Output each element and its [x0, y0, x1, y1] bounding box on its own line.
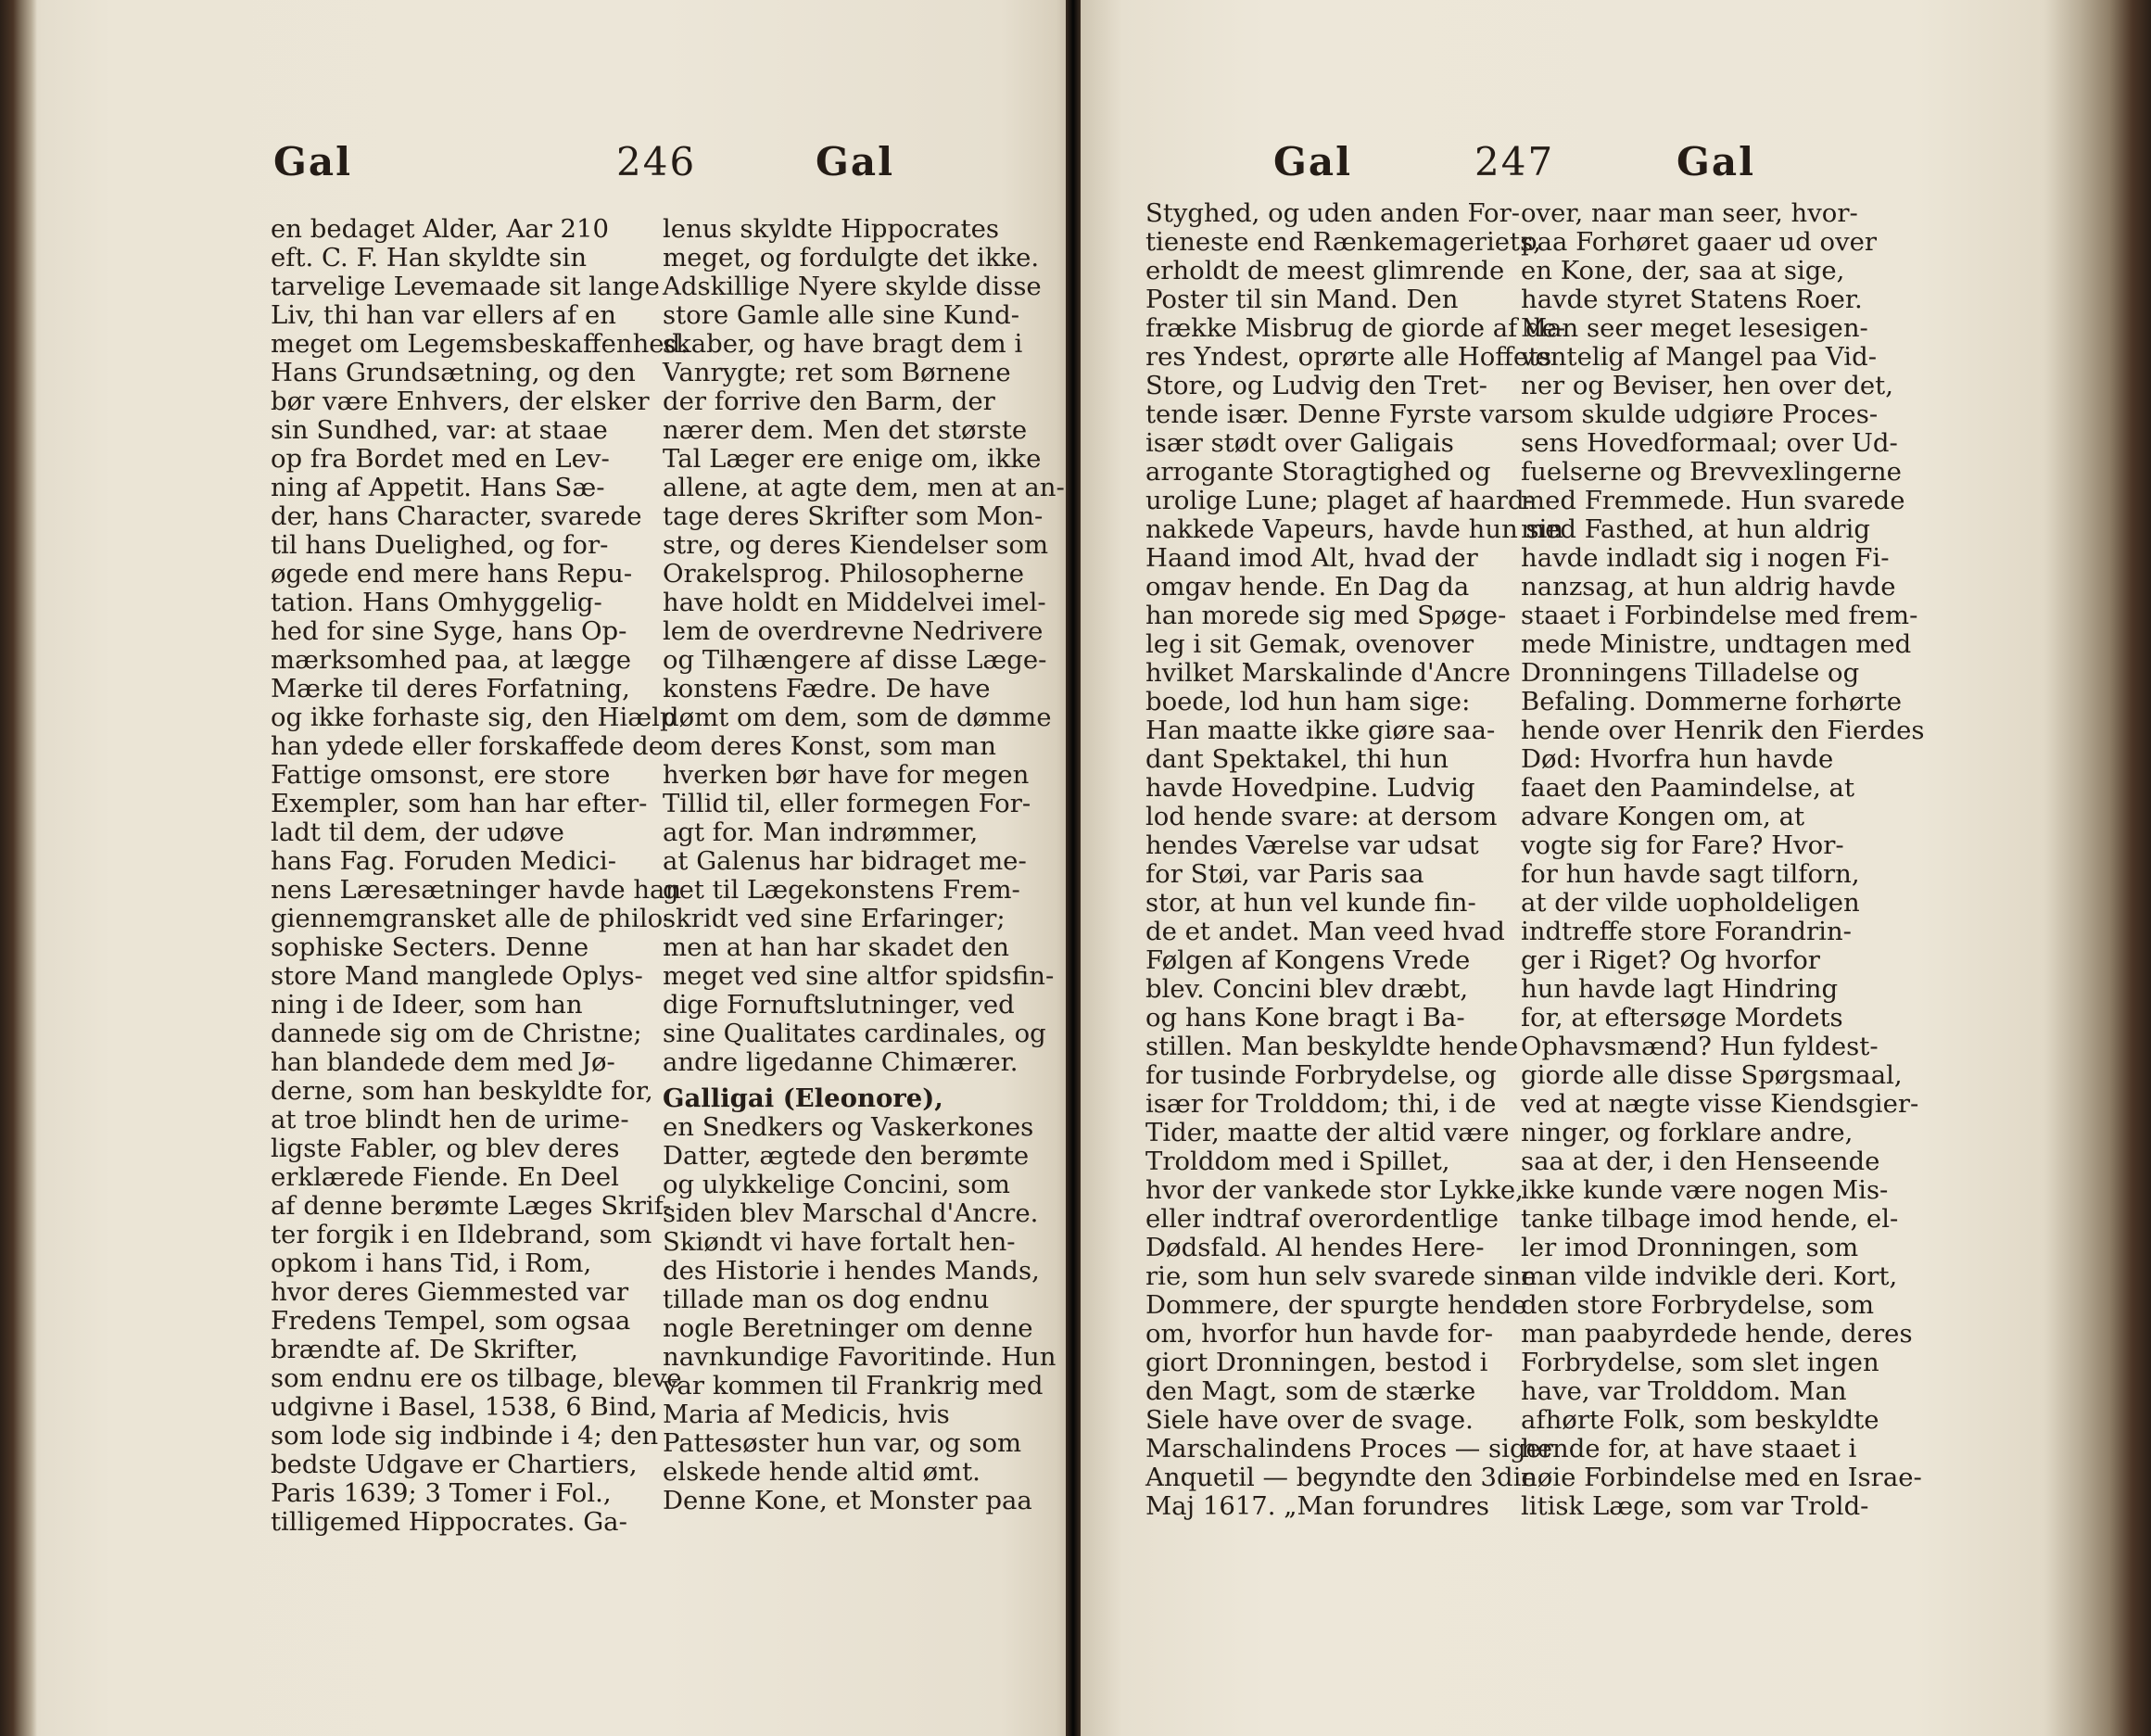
- text-line: Exempler, som han har efter-: [271, 789, 648, 818]
- text-line: Død: Hvorfra hun havde: [1521, 744, 1834, 774]
- left-page-column-1: [271, 215, 689, 1537]
- text-line: vogte sig for Fare? Hvor-: [1521, 830, 1844, 860]
- right-page-column-1: [1145, 199, 1565, 1521]
- text-line: havde indladt sig i nogen Fi-: [1521, 543, 1890, 573]
- text-line: og ikke forhaste sig, den Hiælp: [271, 703, 677, 732]
- text-line: mede Ministre, undtagen med: [1521, 629, 1912, 659]
- text-line: han ydede eller forskaffede de: [271, 731, 664, 761]
- text-line: ner og Beviser, hen over det,: [1521, 371, 1893, 400]
- text-line: ved at nægte visse Kiendsgier-: [1521, 1089, 1919, 1119]
- text-line: afhørte Folk, som beskyldte: [1521, 1405, 1879, 1435]
- right-header-word-right: Gal: [1677, 139, 1756, 184]
- text-line: get til Lægekonstens Frem-: [663, 875, 1020, 905]
- text-line: Poster til sin Mand. Den: [1145, 285, 1459, 314]
- text-line: stor, at hun vel kunde fin-: [1145, 888, 1476, 918]
- text-line: giennemgransket alle de philo-: [271, 904, 672, 933]
- text-line: at der vilde uopholdeligen: [1521, 888, 1860, 918]
- text-line: at Galenus har bidraget me-: [663, 846, 1027, 876]
- text-line: hans Fag. Foruden Medici-: [271, 846, 617, 876]
- text-line: allene, at agte dem, men at an-: [663, 473, 1065, 502]
- text-line: dannede sig om de Christne;: [271, 1019, 642, 1048]
- text-line: nanzsag, at hun aldrig havde: [1521, 572, 1896, 602]
- text-line: rie, som hun selv svarede sine: [1145, 1261, 1537, 1291]
- text-line: men at han har skadet den: [663, 932, 1009, 962]
- text-line: Dronningens Tilladelse og: [1521, 658, 1860, 688]
- text-line: for, at eftersøge Mordets: [1521, 1003, 1843, 1033]
- book-gutter: [1066, 0, 1081, 1736]
- text-line: advare Kongen om, at: [1521, 802, 1805, 831]
- text-line: tieneste end Rænkemageriets,: [1145, 227, 1541, 257]
- text-line: tation. Hans Omhyggelig-: [271, 588, 602, 617]
- text-line: dant Spektakel, thi hun: [1145, 744, 1449, 774]
- text-line: saa at der, i den Henseende: [1521, 1147, 1880, 1176]
- text-line: var kommen til Frankrig med: [663, 1371, 1044, 1400]
- text-line: litisk Læge, som var Trold-: [1521, 1491, 1869, 1521]
- text-line: paa Forhøret gaaer ud over: [1521, 227, 1878, 257]
- text-line: en Snedkers og Vaskerkones: [663, 1112, 1034, 1142]
- text-line: Befaling. Dommerne forhørte: [1521, 687, 1902, 716]
- text-line: Anquetil — begyndte den 3die: [1145, 1463, 1537, 1492]
- text-line: Tillid til, eller formegen For-: [663, 789, 1031, 818]
- text-line: Adskillige Nyere skylde disse: [663, 272, 1042, 301]
- text-line: øgede end mere hans Repu-: [271, 559, 633, 589]
- text-line: nens Læresætninger havde han: [271, 875, 682, 905]
- text-line: Man seer meget lesesigen-: [1521, 313, 1868, 343]
- text-line: ikke kunde være nogen Mis-: [1521, 1175, 1889, 1205]
- text-line: Følgen af Kongens Vrede: [1145, 945, 1471, 975]
- text-line: navnkundige Favoritinde. Hun: [663, 1342, 1057, 1372]
- text-line: der, hans Character, svarede: [271, 501, 642, 531]
- left-page: [0, 0, 1066, 1736]
- text-line: erholdt de meest glimrende: [1145, 256, 1505, 285]
- text-line: Galligai (Eleonore),: [663, 1083, 943, 1113]
- text-line: des Historie i hendes Mands,: [663, 1256, 1040, 1286]
- text-line: Orakelsprog. Philosopherne: [663, 559, 1025, 589]
- text-line: Datter, ægtede den berømte: [663, 1141, 1030, 1171]
- text-line: derne, som han beskyldte for,: [271, 1076, 653, 1106]
- text-line: som endnu ere os tilbage, bleve: [271, 1363, 682, 1393]
- text-line: Dommere, der spurgte hende: [1145, 1290, 1527, 1320]
- text-line: for hun havde sagt tilforn,: [1521, 859, 1860, 889]
- text-line: Tal Læger ere enige om, ikke: [663, 444, 1042, 474]
- text-line: tillade man os dog endnu: [663, 1285, 990, 1314]
- text-line: hvor deres Giemmested var: [271, 1277, 629, 1307]
- text-line: skaber, og have bragt dem i: [663, 329, 1023, 359]
- text-line: bør være Enhvers, der elsker: [271, 386, 650, 416]
- text-line: hun havde lagt Hindring: [1521, 974, 1839, 1004]
- text-line: især stødt over Galigais: [1145, 428, 1454, 458]
- text-line: en bedaget Alder, Aar 210: [271, 214, 610, 244]
- text-line: nogle Beretninger om denne: [663, 1313, 1033, 1343]
- text-line: Skiøndt vi have fortalt hen-: [663, 1227, 1016, 1257]
- text-line: ninger, og forklare andre,: [1521, 1118, 1854, 1147]
- text-line: konstens Fædre. De have: [663, 674, 991, 703]
- text-line: sine Qualitates cardinales, og: [663, 1019, 1046, 1048]
- text-line: andre ligedanne Chimærer.: [663, 1047, 1019, 1077]
- text-line: hvilket Marskalinde d'Ancre: [1145, 658, 1511, 688]
- text-line: agt for. Man indrømmer,: [663, 817, 979, 847]
- text-line: indtreffe store Forandrin-: [1521, 917, 1852, 946]
- text-line: meget om Legemsbeskaffenhed.: [271, 329, 689, 359]
- text-line: om, hvorfor hun havde for-: [1145, 1319, 1493, 1349]
- text-line: af denne berømte Læges Skrif-: [271, 1191, 672, 1221]
- left-page-number: 246: [616, 139, 697, 184]
- text-line: Pattesøster hun var, og som: [663, 1428, 1022, 1458]
- text-line: der forrive den Barm, der: [663, 386, 995, 416]
- text-line: sophiske Secters. Denne: [271, 932, 589, 962]
- text-line: for tusinde Forbrydelse, og: [1145, 1060, 1497, 1090]
- text-line: Forbrydelse, som slet ingen: [1521, 1348, 1879, 1377]
- text-line: dømt om dem, som de dømme: [663, 703, 1052, 732]
- text-line: Maj 1617. „Man forundres: [1145, 1491, 1489, 1521]
- text-line: Dødsfald. Al hendes Here-: [1145, 1233, 1485, 1262]
- text-line: som lode sig indbinde i 4; den: [271, 1421, 659, 1451]
- right-page-column-2: [1521, 199, 1925, 1521]
- text-line: som skulde udgiøre Proces-: [1521, 399, 1879, 429]
- text-line: og Tilhængere af disse Læge-: [663, 645, 1047, 675]
- text-line: fuelserne og Brevvexlingerne: [1521, 457, 1902, 487]
- text-line: især for Trolddom; thi, i de: [1145, 1089, 1497, 1119]
- text-line: Hans Grundsætning, og den: [271, 358, 636, 387]
- text-line: Denne Kone, et Monster paa: [663, 1486, 1032, 1515]
- text-line: hed for sine Syge, hans Op-: [271, 616, 627, 646]
- text-line: skridt ved sine Erfaringer;: [663, 904, 1006, 933]
- text-line: bedste Udgave er Chartiers,: [271, 1450, 638, 1479]
- text-line: siden blev Marschal d'Ancre.: [663, 1198, 1039, 1228]
- text-line: meget, og fordulgte det ikke.: [663, 243, 1040, 272]
- text-line: den Magt, som de stærke: [1145, 1376, 1476, 1406]
- text-line: havde Hovedpine. Ludvig: [1145, 773, 1475, 803]
- text-line: have, var Trolddom. Man: [1521, 1376, 1847, 1406]
- text-line: for Støi, var Paris saa: [1145, 859, 1424, 889]
- text-line: og hans Kone bragt i Ba-: [1145, 1003, 1465, 1033]
- text-line: Ophavsmænd? Hun fyldest-: [1521, 1032, 1879, 1061]
- text-line: med Fasthed, at hun aldrig: [1521, 514, 1870, 544]
- text-line: omgav hende. En Dag da: [1145, 572, 1470, 602]
- text-line: man vilde indvikle deri. Kort,: [1521, 1261, 1898, 1291]
- text-line: Paris 1639; 3 Tomer i Fol.,: [271, 1478, 612, 1508]
- text-line: leg i sit Gemak, ovenover: [1145, 629, 1474, 659]
- text-line: boede, lod hun ham sige:: [1145, 687, 1471, 716]
- text-line: elskede hende altid ømt.: [663, 1457, 981, 1487]
- text-line: tarvelige Levemaade sit lange: [271, 272, 660, 301]
- text-line: stillen. Man beskyldte hende: [1145, 1032, 1519, 1061]
- text-line: giort Dronningen, bestod i: [1145, 1348, 1488, 1377]
- text-line: dige Fornuftslutninger, ved: [663, 990, 1015, 1020]
- text-line: ler imod Dronningen, som: [1521, 1233, 1859, 1262]
- text-line: Liv, thi han var ellers af en: [271, 300, 616, 330]
- text-line: opkom i hans Tid, i Rom,: [271, 1248, 592, 1278]
- text-line: ventelig af Mangel paa Vid-: [1521, 342, 1877, 372]
- text-line: blev. Concini blev dræbt,: [1145, 974, 1469, 1004]
- text-line: store Gamle alle sine Kund-: [663, 300, 1020, 330]
- text-line: sin Sundhed, var: at staae: [271, 415, 608, 445]
- text-line: sens Hovedformaal; over Ud-: [1521, 428, 1898, 458]
- right-header-word: Gal: [1273, 139, 1353, 184]
- text-line: at troe blindt hen de urime-: [271, 1105, 629, 1134]
- left-header-word: Gal: [273, 139, 353, 184]
- text-line: arrogante Storagtighed og: [1145, 457, 1491, 487]
- text-line: tanke tilbage imod hende, el-: [1521, 1204, 1899, 1234]
- text-line: en Kone, der, saa at sige,: [1521, 256, 1845, 285]
- text-line: lod hende svare: at dersom: [1145, 802, 1498, 831]
- text-line: hverken bør have for megen: [663, 760, 1030, 790]
- text-line: nærer dem. Men det største: [663, 415, 1028, 445]
- text-line: Maria af Medicis, hvis: [663, 1400, 950, 1429]
- text-line: Tider, maatte der altid være: [1145, 1118, 1510, 1147]
- left-header-word-right: Gal: [816, 139, 895, 184]
- text-line: med Fremmede. Hun svarede: [1521, 486, 1905, 515]
- text-line: eft. C. F. Han skyldte sin: [271, 243, 588, 272]
- text-line: brændte af. De Skrifter,: [271, 1335, 578, 1364]
- text-line: ger i Riget? Og hvorfor: [1521, 945, 1820, 975]
- text-line: over, naar man seer, hvor-: [1521, 198, 1858, 228]
- text-line: erklærede Fiende. En Deel: [271, 1162, 619, 1192]
- text-line: hende over Henrik den Fierdes: [1521, 716, 1925, 745]
- text-line: Styghed, og uden anden For-: [1145, 198, 1521, 228]
- text-line: faaet den Paamindelse, at: [1521, 773, 1854, 803]
- text-line: tage deres Skrifter som Mon-: [663, 501, 1044, 531]
- text-line: tende især. Denne Fyrste var: [1145, 399, 1522, 429]
- text-line: Marschalindens Proces — siger: [1145, 1434, 1553, 1464]
- text-line: frække Misbrug de giorde af de-: [1145, 313, 1566, 343]
- text-line: man paabyrdede hende, deres: [1521, 1319, 1913, 1349]
- text-line: Han maatte ikke giøre saa-: [1145, 716, 1496, 745]
- text-line: store Mand manglede Oplys-: [271, 961, 643, 991]
- left-page-column-2: [663, 215, 1065, 1077]
- text-line: og ulykkelige Concini, som: [663, 1170, 1010, 1199]
- text-line: Mærke til deres Forfatning,: [271, 674, 630, 703]
- text-line: eller indtraf overordentlige: [1145, 1204, 1499, 1234]
- text-line: ladt til dem, der udøve: [271, 817, 564, 847]
- text-line: staaet i Forbindelse med frem-: [1521, 601, 1918, 630]
- text-line: Haand imod Alt, hvad der: [1145, 543, 1478, 573]
- text-line: have holdt en Middelvei imel-: [663, 588, 1046, 617]
- right-page-number: 247: [1474, 139, 1555, 184]
- text-line: ter forgik i en Ildebrand, som: [271, 1220, 652, 1249]
- text-line: hende for, at have staaet i: [1521, 1434, 1857, 1464]
- text-line: ligste Fabler, og blev deres: [271, 1134, 620, 1163]
- text-line: Trolddom med i Spillet,: [1145, 1147, 1450, 1176]
- text-line: nøie Forbindelse med en Israe-: [1521, 1463, 1922, 1492]
- text-line: havde styret Statens Roer.: [1521, 285, 1863, 314]
- text-line: res Yndest, oprørte alle Hoffets: [1145, 342, 1552, 372]
- text-line: Vanrygte; ret som Børnene: [663, 358, 1011, 387]
- text-line: mærksomhed paa, at lægge: [271, 645, 632, 675]
- text-line: meget ved sine altfor spidsfin-: [663, 961, 1055, 991]
- text-line: Siele have over de svage.: [1145, 1405, 1474, 1435]
- text-line: urolige Lune; plaget af haard-: [1145, 486, 1533, 515]
- text-line: Fredens Tempel, som ogsaa: [271, 1306, 631, 1336]
- text-line: tilligemed Hippocrates. Ga-: [271, 1507, 627, 1537]
- left-page-entry-galligai: [663, 1084, 1056, 1515]
- right-page: [1081, 0, 2151, 1736]
- text-line: hvor der vankede stor Lykke,: [1145, 1175, 1524, 1205]
- text-line: lenus skyldte Hippocrates: [663, 214, 1000, 244]
- text-line: den store Forbrydelse, som: [1521, 1290, 1875, 1320]
- text-line: ning i de Ideer, som han: [271, 990, 583, 1020]
- text-line: udgivne i Basel, 1538, 6 Bind,: [271, 1392, 658, 1422]
- text-line: ning af Appetit. Hans Sæ-: [271, 473, 605, 502]
- text-line: til hans Duelighed, og for-: [271, 530, 609, 560]
- text-line: stre, og deres Kiendelser som: [663, 530, 1049, 560]
- text-line: Store, og Ludvig den Tret-: [1145, 371, 1487, 400]
- text-line: hendes Værelse var udsat: [1145, 830, 1479, 860]
- text-line: de et andet. Man veed hvad: [1145, 917, 1505, 946]
- text-line: Fattige omsonst, ere store: [271, 760, 611, 790]
- text-line: han blandede dem med Jø-: [271, 1047, 615, 1077]
- text-line: lem de overdrevne Nedrivere: [663, 616, 1044, 646]
- text-line: nakkede Vapeurs, havde hun sin: [1145, 514, 1564, 544]
- text-line: op fra Bordet med en Lev-: [271, 444, 610, 474]
- text-line: han morede sig med Spøge-: [1145, 601, 1507, 630]
- text-line: om deres Konst, som man: [663, 731, 996, 761]
- text-line: giorde alle disse Spørgsmaal,: [1521, 1060, 1903, 1090]
